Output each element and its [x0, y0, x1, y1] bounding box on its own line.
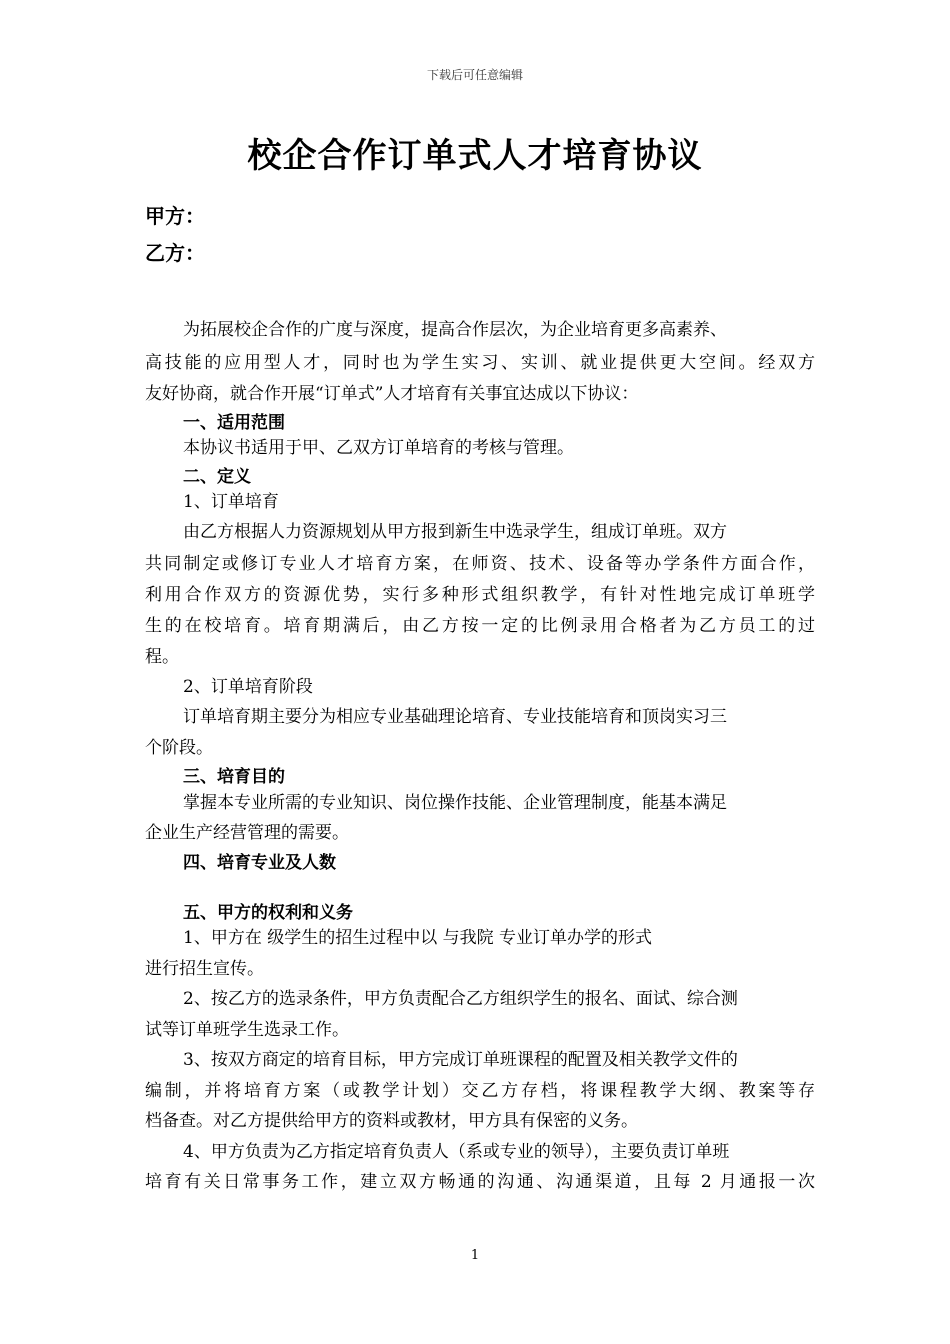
body-line: 编制，并将培育方案（或教学计划）交乙方存档，将课程教学大纲、教案等存: [145, 1081, 815, 1101]
body-line: 高技能的应用型人才，同时也为学生实习、实训、就业提供更大空间。经双方: [145, 353, 815, 373]
body-line: 共同制定或修订专业人才培育方案，在师资、技术、设备等办学条件方面合作，: [145, 554, 815, 574]
body-line: 为拓展校企合作的广度与深度，提高合作层次，为企业培育更多高素养、: [183, 320, 727, 340]
section-heading: 一、适用范围: [183, 413, 285, 433]
section-heading: 四、培育专业及人数: [183, 853, 336, 873]
body-line: 友好协商，就合作开展“订单式”人才培育有关事宜达成以下协议：: [145, 384, 639, 404]
body-line: 试等订单班学生选录工作。: [145, 1020, 349, 1040]
body-line: 个阶段。: [145, 738, 213, 758]
body-line: 3、按双方商定的培育目标，甲方完成订单班课程的配置及相关教学文件的: [183, 1050, 738, 1070]
page-number: 1: [470, 1248, 480, 1263]
body-line: 企业生产经营管理的需要。: [145, 823, 349, 843]
body-line: 订单培育期主要分为相应专业基础理论培育、专业技能培育和顶岗实习三: [183, 707, 727, 727]
header-note: 下载后可任意编辑: [426, 68, 523, 82]
subheading: 1、订单培育: [183, 492, 279, 512]
body-line: 4、甲方负责为乙方指定培育负责人（系或专业的领导），主要负责订单班: [183, 1142, 730, 1162]
body-line: 利用合作双方的资源优势，实行多种形式组织教学，有针对性地完成订单班学: [145, 585, 815, 605]
body-line: 程。: [145, 647, 179, 667]
body-line: 1、甲方在 级学生的招生过程中以 与我院 专业订单办学的形式: [183, 928, 653, 948]
body-line: 由乙方根据人力资源规划从甲方报到新生中选录学生，组成订单班。双方: [183, 522, 727, 542]
section-heading: 二、定义: [183, 467, 251, 487]
body-line: 掌握本专业所需的专业知识、岗位操作技能、企业管理制度，能基本满足: [183, 793, 727, 813]
body-line: 培育有关日常事务工作，建立双方畅通的沟通、沟通渠道，且每 2 月通报一次: [145, 1172, 815, 1192]
party-a-label: 甲方：: [145, 204, 205, 228]
body-line: 进行招生宣传。: [145, 959, 264, 979]
body-line: 2、按乙方的选录条件，甲方负责配合乙方组织学生的报名、面试、综合测: [183, 989, 738, 1009]
subheading: 2、订单培育阶段: [183, 677, 313, 697]
body-line: 生的在校培育。培育期满后，由乙方按一定的比例录用合格者为乙方员工的过: [145, 616, 815, 636]
section-heading: 三、培育目的: [183, 767, 285, 787]
body-line: 档备查。对乙方提供给甲方的资料或教材，甲方具有保密的义务。: [145, 1111, 638, 1131]
document-title: 校企合作订单式人才培育协议: [247, 136, 703, 176]
section-heading: 五、甲方的权利和义务: [183, 903, 353, 923]
party-b-label: 乙方：: [145, 241, 205, 265]
body-line: 本协议书适用于甲、乙双方订单培育的考核与管理。: [183, 438, 574, 458]
